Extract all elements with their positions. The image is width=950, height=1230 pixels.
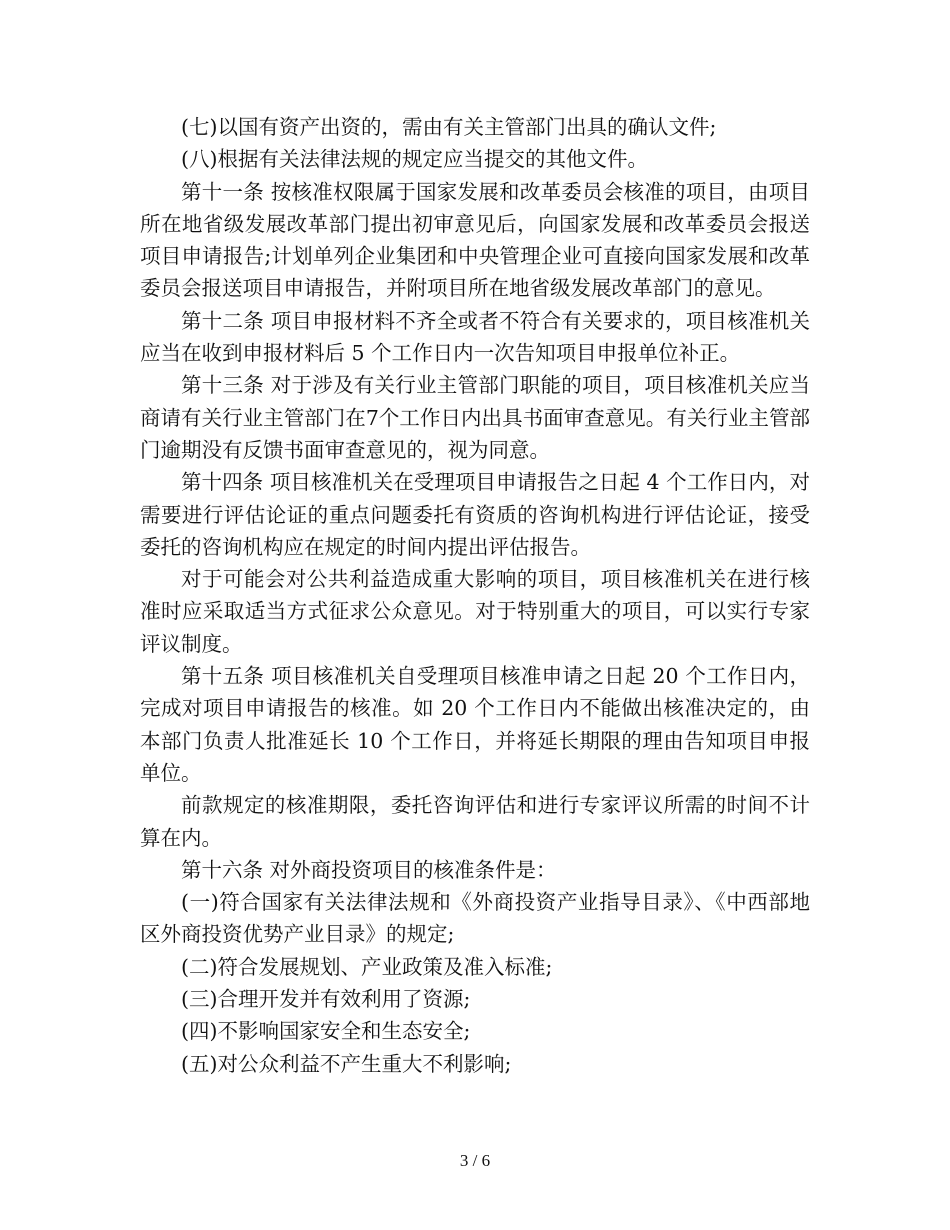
- article-14-paragraph-2: 对于可能会对公共利益造成重大影响的项目，项目核准机关在进行核准时应采取适当方式征求公众意见。对于特别重大的项目，可以实行专家评议制度。: [140, 567, 810, 656]
- condition-item-3: (三)合理开发并有效利用了资源;: [181, 987, 471, 1012]
- article-14: 第十四条 项目核准机关在受理项目申请报告之日起 4 个工作日内，对需要进行评估论证的重点问题委托有资质的咨询机构进行评估论证，接受委托的咨询机构应在规定的时间内提出评估报告。: [140, 470, 810, 559]
- condition-item-1: (一)符合国家有关法律法规和《外商投资产业指导目录》、《中西部地区外商投资优势产业目录》的规定;: [140, 890, 810, 947]
- document-body: [140, 111, 810, 1080]
- article-11: 第十一条 按核准权限属于国家发展和改革委员会核准的项目，由项目所在地省级发展改革部门提出初审意见后，向国家发展和改革委员会报送项目申请报告;计划单列企业集团和中央管理企业可直接向国家发展和改革委员会报送项目申请报告，并附项目所在地省级发展改革部门的意见。: [140, 179, 810, 301]
- paragraph-item-7: (七)以国有资产出资的，需由有关主管部门出具的确认文件;: [181, 115, 717, 139]
- condition-item-5: (五)对公众利益不产生重大不利影响;: [181, 1051, 512, 1076]
- article-15-paragraph-2: 前款规定的核准期限，委托咨询评估和进行专家评议所需的时间不计算在内。: [140, 793, 810, 850]
- condition-item-2: (二)符合发展规划、产业政策及准入标准;: [181, 954, 553, 979]
- article-13: 第十三条 对于涉及有关行业主管部门职能的项目，项目核准机关应当商请有关行业主管部门在7个工作日内出具书面审查意见。有关行业主管部门逾期没有反馈书面审查意见的，视为同意。: [140, 373, 810, 462]
- paragraph-item-8: (八)根据有关法律法规的规定应当提交的其他文件。: [181, 147, 648, 172]
- article-12: 第十二条 项目申报材料不齐全或者不符合有关要求的，项目核准机关应当在收到申报材料后 5 个工作日内一次告知项目申报单位补正。: [140, 308, 810, 366]
- condition-item-4: (四)不影响国家安全和生态安全;: [181, 1019, 471, 1044]
- page-number: 3 / 6: [459, 1151, 491, 1170]
- article-16: 第十六条 对外商投资项目的核准条件是：: [181, 857, 557, 882]
- article-15: 第十五条 项目核准机关自受理项目核准申请之日起 20 个工作日内，完成对项目申请报告的核准。如 20 个工作日内不能做出核准决定的，由本部门负责人批准延长 10 个工作日，并将延长期限的理由告知项目申报单位。: [140, 664, 810, 785]
